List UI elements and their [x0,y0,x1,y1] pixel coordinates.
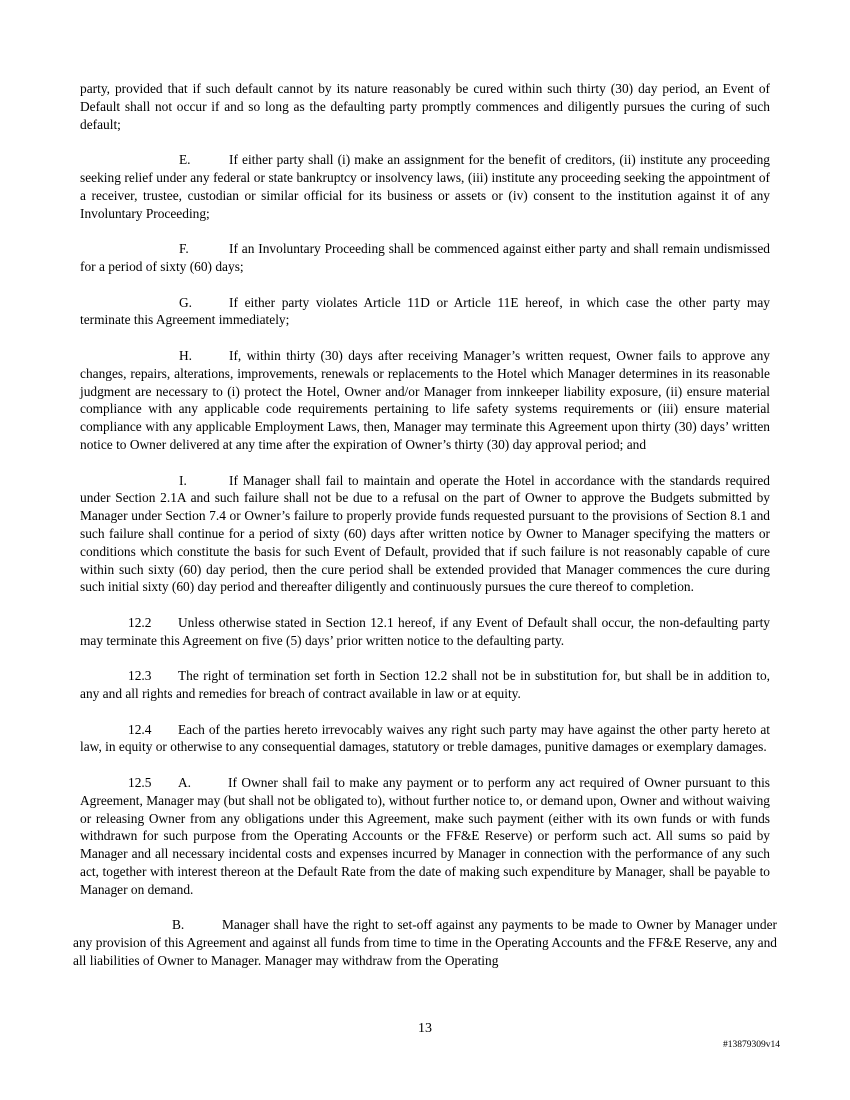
paragraph-h-label: H. [179,347,193,363]
section-12-5-b-label: B. [172,917,185,933]
section-12-5-a-label: A. [178,775,192,791]
paragraph-g-label: G. [179,294,193,310]
section-12-4 [80,721,770,757]
paragraph-i [80,472,770,597]
paragraph-i-text: If Manager shall fail to maintain and operate the Hotel in accordance with the standards required under Section 2.1A and such failure shall not be due to a refusal on the part of Owner to approve the Budgets submitted by Manager under Section 7.4 or Owner’s failure to properly provide funds requested pursuant to the provisions of Section 8.1 and such failure shall continue for a period of sixty (60) days after written notice by Owner to Manager specifying the matters or conditions which constitute the basis for such Event of Default, provided that if such failure is not reasonably capable of cure within such sixty (60) day period, then the cure period shall be extended provided that Manager commences the cure during such initial sixty (60) day period and thereafter diligently and continuously pursues the cure thereof to completion. [80,472,770,595]
paragraph-continuation: party, provided that if such default cannot by its nature reasonably be cured within such thirty (30) day period, an Event of Default shall not occur if and so long as the defaulting party promptly commences and diligently pursues the curing of such default; [80,81,770,132]
section-12-4-text: Each of the parties hereto irrevocably waives any right such party may have against the other party hereto at law, in equity or otherwise to any consequential damages, statutory or treble damages, punitive damages or exemplary damages. [80,721,770,755]
paragraph-h [80,347,770,454]
section-12-2 [80,614,770,650]
section-12-5-a-text: If Owner shall fail to make any payment or to perform any act required of Owner pursuant to this Agreement, Manager may (but shall not be obligated to), without further notice to, or demand upon, Owner and without waiving or releasing Owner from any obligations under this Agreement, make such payment (either with its own funds or with funds withdrawn for such purpose from the Operating Accounts or the FF&E Reserve) or perform such act. All sums so paid by Manager and all necessary incidental costs and expenses incurred by Manager in connection with the performance of any such act, together with interest thereon at the Default Rate from the date of making such expenditure by Manager, shall be payable to Manager on demand. [80,775,770,897]
section-12-5-a [80,774,770,899]
section-12-3-text: The right of termination set forth in Section 12.2 shall not be in substitution for, but shall be in addition to, any and all rights and remedies for breach of contract available in law or at equity. [80,668,770,702]
document-body [73,80,777,988]
section-12-5-b [73,916,777,969]
paragraph-g-text: If either party violates Article 11D or Article 11E hereof, in which case the other party may terminate this Agreement immediately; [80,294,770,328]
section-12-2-label: 12.2 [128,614,152,630]
paragraph-f-text: If an Involuntary Proceeding shall be commenced against either party and shall remain undismissed for a period of sixty (60) days; [80,241,770,274]
section-12-2-text: Unless otherwise stated in Section 12.1 hereof, if any Event of Default shall occur, the non-defaulting party may terminate this Agreement on five (5) days’ prior written notice to the defaulting party. [80,614,770,648]
document-id: #13879309v14 [723,1040,780,1050]
paragraph-f-label: F. [179,241,189,257]
section-12-5-b-text: Manager shall have the right to set-off against any payments to be made to Owner by Manager under any provision of this Agreement and against all funds from time to time in the Operating Accounts and the FF&E Reserve, any and all liabilities of Owner to Manager. Manager may withdraw from the Operating [73,917,777,969]
paragraph-e-label: E. [179,152,191,168]
section-12-3-label: 12.3 [128,668,152,684]
paragraph-e-text: If either party shall (i) make an assignment for the benefit of creditors, (ii) institute any proceeding seeking relief under any federal or state bankruptcy or insolvency laws, (iii) institute any proceeding seeking the appointment of a receiver, trustee, custodian or similar official for its business or assets or (iv) consent to the institution against it of any Involuntary Proceeding; [80,152,770,221]
section-12-5-label: 12.5 [128,775,152,791]
paragraph-g [80,294,770,330]
section-12-3 [80,667,770,703]
paragraph-i-label: I. [179,472,187,488]
paragraph-f [80,240,770,276]
page-number: 13 [418,1021,432,1036]
paragraph-e [80,151,770,222]
paragraph-h-text: If, within thirty (30) days after receiving Manager’s written request, Owner fails to approve any changes, repairs, alterations, improvements, renewals or replacements to the Hotel which Manager determines in its reasonable judgment are necessary to (i) protect the Hotel, Owner and/or Manager from innkeeper liability exposure, (ii) ensure material compliance with any applicable code requirements pertaining to life safety systems requirements or (iii) ensure material compliance with any applicable Employment Laws, then, Manager may terminate this Agreement upon thirty (30) days’ written notice to Owner delivered at any time after the expiration of Owner’s thirty (30) day approval period; and [80,347,770,452]
section-12-4-label: 12.4 [128,721,152,737]
